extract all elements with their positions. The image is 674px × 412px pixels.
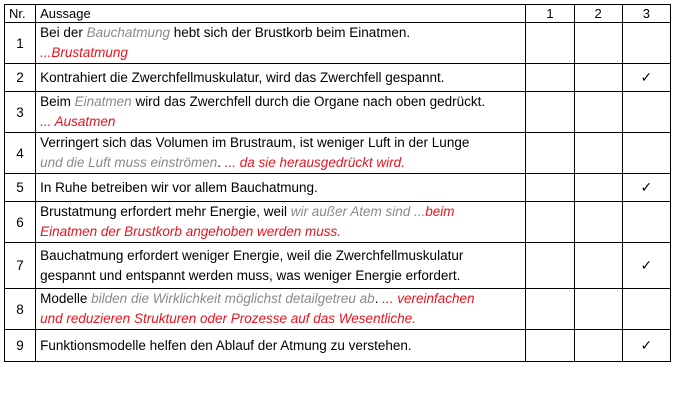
answer-cell-2[interactable] bbox=[574, 92, 622, 133]
table-row bbox=[5, 289, 671, 330]
marked-wrong-text: Einatmen bbox=[74, 94, 132, 109]
statement-text bbox=[36, 64, 526, 92]
table-row bbox=[5, 64, 671, 92]
answer-cell-2[interactable] bbox=[574, 64, 622, 92]
answer-cell-1[interactable] bbox=[526, 330, 574, 362]
statement-segment: wird das Zwerchfell durch die Organe nach oben gedrückt. bbox=[131, 94, 486, 109]
checkmark-icon: ✓ bbox=[640, 179, 653, 195]
answer-cell-2[interactable] bbox=[574, 133, 622, 174]
checkmark-icon: ✓ bbox=[640, 69, 653, 85]
statement-line bbox=[40, 153, 521, 173]
row-number: 4 bbox=[5, 133, 36, 174]
statement-line bbox=[40, 336, 521, 356]
table-row bbox=[5, 92, 671, 133]
checkmark-icon: ✓ bbox=[640, 257, 653, 273]
statement-segment: gespannt und entspannt werden muss, was weniger Energie erfordert. bbox=[40, 267, 461, 283]
statement-segment: . bbox=[217, 155, 225, 170]
marked-wrong-text: wir außer Atem sind ... bbox=[290, 204, 426, 219]
statement-segment: Funktionsmodelle helfen den Ablauf der Atmung zu verstehen. bbox=[40, 337, 412, 353]
statement-segment: Bauchatmung erfordert weniger Energie, weil die Zwerchfellmuskulatur bbox=[40, 247, 464, 263]
checkmark-icon: ✓ bbox=[640, 337, 653, 353]
row-number: 3 bbox=[5, 92, 36, 133]
table-body bbox=[5, 23, 671, 362]
answer-cell-1[interactable] bbox=[526, 243, 574, 289]
answer-cell-3[interactable] bbox=[622, 174, 670, 202]
statement-segment: Modelle bbox=[40, 291, 92, 306]
answer-cell-1[interactable] bbox=[526, 289, 574, 330]
answer-cell-1[interactable] bbox=[526, 174, 574, 202]
correction-text: ... Ausatmen bbox=[40, 114, 116, 129]
correction-text: und reduzieren Strukturen oder Prozesse auf das Wesentliche. bbox=[40, 311, 416, 326]
answer-cell-2[interactable] bbox=[574, 330, 622, 362]
correction-text: beim bbox=[425, 204, 455, 219]
answer-cell-2[interactable] bbox=[574, 174, 622, 202]
answer-cell-3[interactable] bbox=[622, 243, 670, 289]
correction-text: ... da sie herausgedrückt wird. bbox=[224, 155, 405, 170]
answer-cell-1[interactable] bbox=[526, 64, 574, 92]
answer-cell-2[interactable] bbox=[574, 243, 622, 289]
marked-wrong-text: und die Luft muss einströmen bbox=[40, 155, 218, 170]
table-row bbox=[5, 243, 671, 289]
correction-text: ... vereinfachen bbox=[382, 291, 475, 306]
statement-segment: Verringert sich das Volumen im Brustraum, ist weniger Luft in der Lunge bbox=[40, 135, 470, 150]
statement-line bbox=[40, 289, 521, 309]
statement-segment: . bbox=[374, 291, 383, 306]
row-number: 5 bbox=[5, 174, 36, 202]
marked-wrong-text: bilden die Wirklichkeit möglichst detailgetreu ab bbox=[91, 291, 375, 306]
row-number: 8 bbox=[5, 289, 36, 330]
header-col-2: 2 bbox=[574, 5, 622, 23]
statement-text bbox=[36, 133, 526, 174]
statement-segment: In Ruhe betreiben wir vor allem Bauchatmung. bbox=[40, 179, 318, 195]
marked-wrong-text: Bauchatmung bbox=[86, 25, 170, 40]
answer-cell-3[interactable] bbox=[622, 23, 670, 64]
statement-text bbox=[36, 243, 526, 289]
statement-line bbox=[40, 112, 521, 132]
answer-cell-1[interactable] bbox=[526, 202, 574, 243]
statement-text bbox=[36, 330, 526, 362]
table-row bbox=[5, 202, 671, 243]
statement-segment: Beim bbox=[40, 94, 75, 109]
answer-cell-2[interactable] bbox=[574, 23, 622, 64]
statement-line bbox=[40, 202, 521, 222]
header-col-1: 1 bbox=[526, 5, 574, 23]
row-number: 6 bbox=[5, 202, 36, 243]
answer-cell-3[interactable] bbox=[622, 133, 670, 174]
answer-cell-3[interactable] bbox=[622, 202, 670, 243]
statement-line bbox=[40, 43, 521, 63]
statement-line bbox=[40, 266, 521, 286]
answer-cell-1[interactable] bbox=[526, 133, 574, 174]
row-number: 9 bbox=[5, 330, 36, 362]
header-col-3: 3 bbox=[622, 5, 670, 23]
statement-line bbox=[40, 68, 521, 88]
statement-line bbox=[40, 92, 521, 112]
statement-line bbox=[40, 23, 521, 43]
answer-cell-2[interactable] bbox=[574, 289, 622, 330]
statement-line bbox=[40, 133, 521, 153]
answer-cell-3[interactable] bbox=[622, 330, 670, 362]
correction-text: ...Brustatmung bbox=[40, 45, 128, 60]
statement-text bbox=[36, 289, 526, 330]
row-number: 1 bbox=[5, 23, 36, 64]
table-row bbox=[5, 330, 671, 362]
statement-text bbox=[36, 23, 526, 64]
statement-line bbox=[40, 222, 521, 242]
answer-cell-3[interactable] bbox=[622, 64, 670, 92]
table-row bbox=[5, 174, 671, 202]
statement-segment: Brustatmung erfordert mehr Energie, weil bbox=[40, 204, 291, 219]
statements-table bbox=[4, 4, 671, 362]
statement-line bbox=[40, 178, 521, 198]
statement-segment: Kontrahiert die Zwerchfellmuskulatur, wird das Zwerchfell gespannt. bbox=[40, 69, 445, 85]
answer-cell-1[interactable] bbox=[526, 92, 574, 133]
row-number: 2 bbox=[5, 64, 36, 92]
table-row bbox=[5, 133, 671, 174]
statement-line bbox=[40, 309, 521, 329]
header-aussage: Aussage bbox=[36, 5, 526, 23]
answer-cell-3[interactable] bbox=[622, 289, 670, 330]
statement-segment: hebt sich der Brustkorb beim Einatmen. bbox=[169, 25, 411, 40]
statement-segment: Bei der bbox=[40, 25, 87, 40]
statement-text bbox=[36, 174, 526, 202]
row-number: 7 bbox=[5, 243, 36, 289]
statement-line bbox=[40, 246, 521, 266]
answer-cell-3[interactable] bbox=[622, 92, 670, 133]
statement-text bbox=[36, 202, 526, 243]
answer-cell-2[interactable] bbox=[574, 202, 622, 243]
correction-text: Einatmen der Brustkorb angehoben werden muss. bbox=[40, 224, 342, 239]
header-row bbox=[5, 5, 671, 23]
table-row bbox=[5, 23, 671, 64]
statement-text bbox=[36, 92, 526, 133]
answer-cell-1[interactable] bbox=[526, 23, 574, 64]
header-nr: Nr. bbox=[5, 5, 36, 23]
